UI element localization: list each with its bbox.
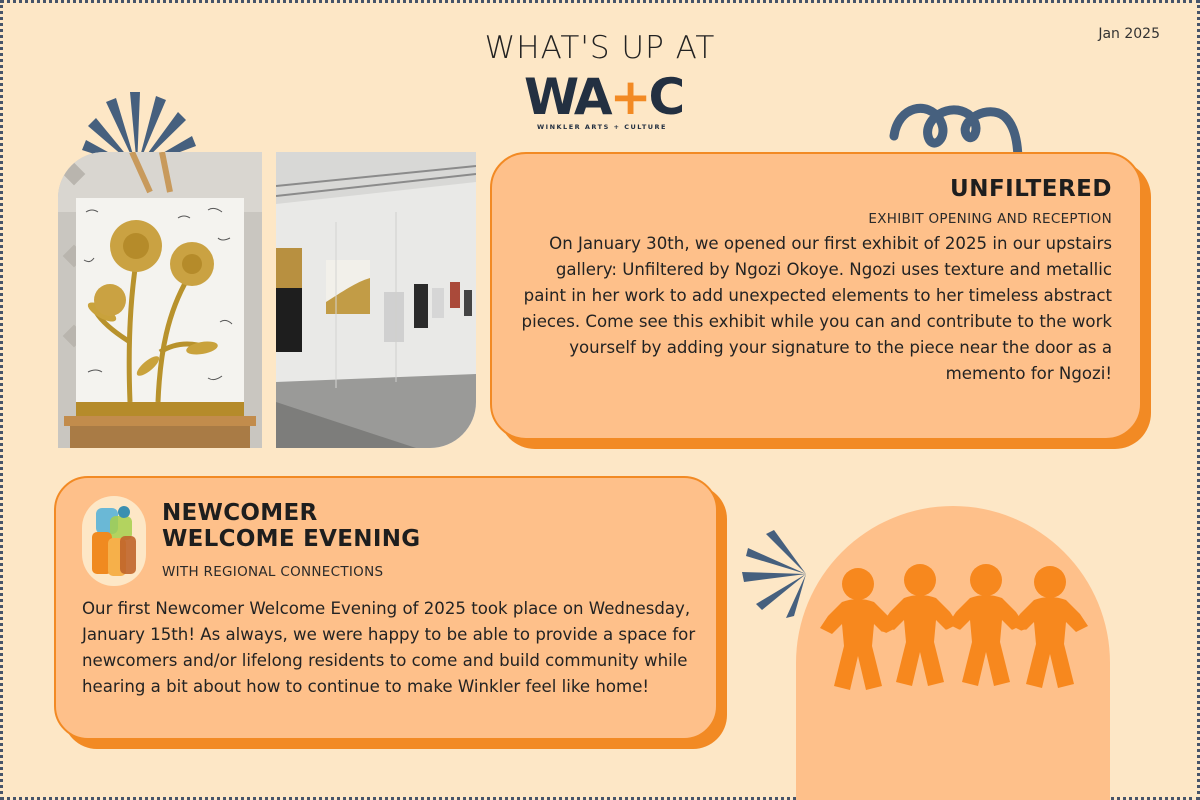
unfiltered-title: UNFILTERED: [950, 176, 1112, 202]
newcomer-title-line1: NEWCOMER: [162, 500, 318, 526]
gallery-photo: [276, 152, 476, 448]
newcomer-card: [54, 476, 718, 740]
gold-flowers-painting-image: [58, 152, 262, 448]
paper-chain-arch: [796, 506, 1110, 800]
newcomer-title-line2: WELCOME EVENING: [162, 526, 421, 552]
logo-mark: [524, 68, 683, 126]
page-title: WHAT'S UP AT: [484, 30, 716, 66]
newcomer-body: Our first Newcomer Welcome Evening of 2025 took place on Wednesday, January 15th! As always, we were happy to be able to provide a space for newcomers and/or lifelong residents to come and build community while hearing a bit about how to continue to make Winkler feel like home!: [82, 599, 696, 696]
gallery-wall-image: [276, 152, 476, 448]
logo-plus: +: [609, 68, 649, 126]
issue-date: Jan 2025: [1098, 26, 1160, 42]
logo-wa: WA: [524, 68, 610, 126]
newcomer-subtitle: WITH REGIONAL CONNECTIONS: [162, 564, 384, 580]
painting-photo: [58, 152, 262, 448]
logo-subtitle: WINKLER ARTS + CULTURE: [536, 123, 668, 131]
unfiltered-body: On January 30th, we opened our first exhibit of 2025 in our upstairs gallery: Unfiltered by Ngozi Okoye. Ngozi uses texture and metallic paint in her work to add unexpected elements to her timeless abstract pieces. Come see this exhibit while you can and contribute to the work yourself by adding your signature to the piece near the door as a memento for Ngozi!: [521, 234, 1112, 383]
regional-connections-logo-icon: [82, 496, 146, 586]
unfiltered-card: [490, 152, 1142, 440]
wac-logo: [524, 68, 683, 131]
newcomer-header: [82, 496, 696, 586]
unfiltered-subtitle: EXHIBIT OPENING AND RECEPTION: [868, 211, 1112, 227]
paper-chain-people-icon: [796, 506, 1110, 800]
logo-c: C: [648, 68, 683, 126]
